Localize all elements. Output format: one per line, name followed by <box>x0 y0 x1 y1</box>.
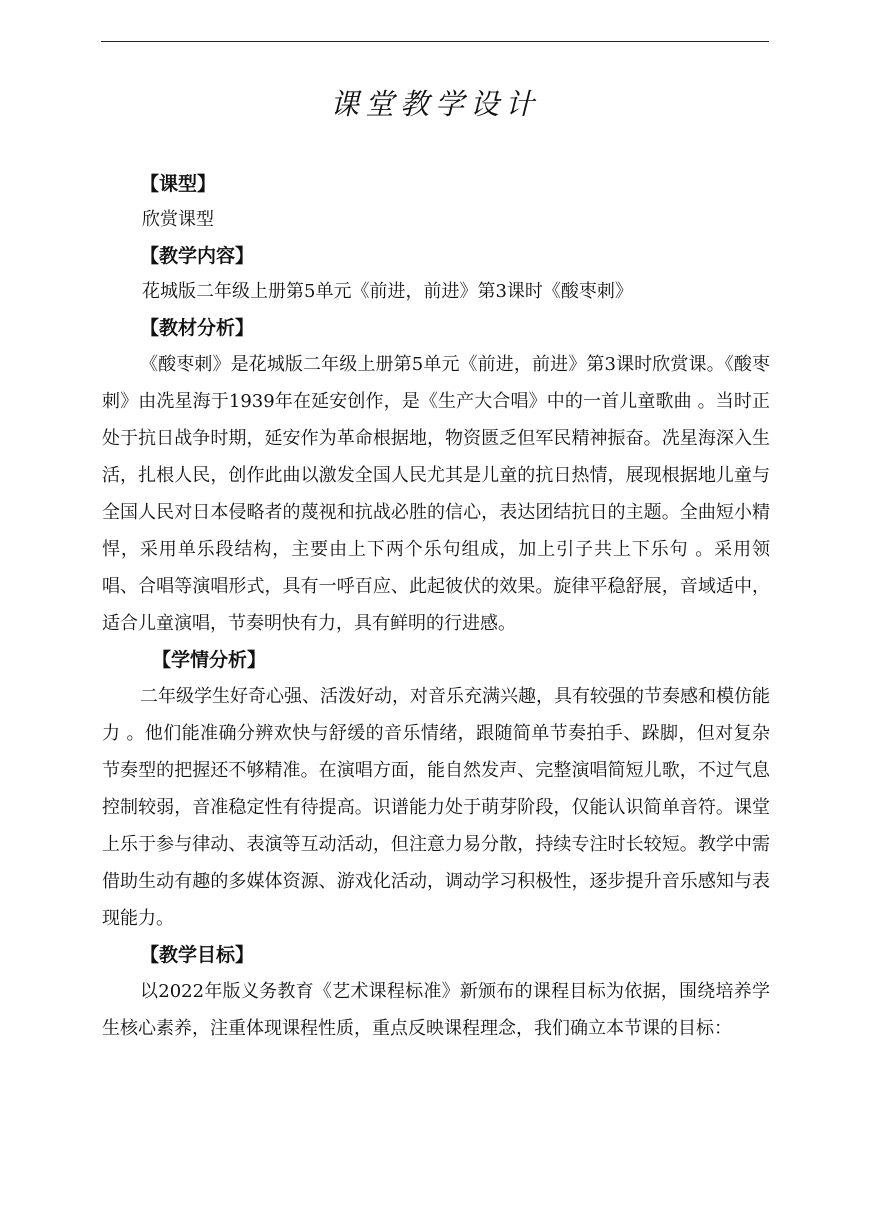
lesson-type-text: 欣赏课型 <box>142 209 214 230</box>
section-heading-student-analysis: 【学情分析】 <box>152 649 267 671</box>
section-heading-lesson-type: 【课型】 <box>140 173 217 195</box>
section-heading-teaching-content: 【教学内容】 <box>140 245 255 267</box>
teaching-content-text: 花城版二年级上册第5单元《前进，前进》第3课时《酸枣刺》 <box>142 281 633 302</box>
section-heading-material-analysis: 【教材分析】 <box>140 317 255 339</box>
material-analysis-paragraph: 《酸枣刺》是花城版二年级上册第5单元《前进，前进》第3课时欣赏课。《酸枣刺》由冼星海于1939年在延安创作，是《生产大合唱》中的一首儿童歌曲 。当时正处于抗日战争时期，延安作为革命根据地，物资匮乏但军民精神振奋。冼星海深入生活，扎根人民，创作此曲以激发全国人民尤其是儿童的抗日热情，展现根据地儿童与全国人民对日本侵略者的蔑视和抗战必胜的信心，表达团结抗日的主题。全曲短小精悍，采用单乐段结构，主要由上下两个乐句组成，加上引子共上下乐句 。采用领唱、合唱等演唱形式，具有一呼百应、此起彼伏的效果。旋律平稳舒展，音域适中，适合儿童演唱，节奏明快有力，具有鲜明的行进感。 <box>102 354 770 634</box>
document-title: 课堂教学设计 <box>329 87 540 121</box>
header-rule <box>101 41 769 42</box>
section-heading-teaching-goals: 【教学目标】 <box>140 944 255 966</box>
document-body <box>102 166 770 1047</box>
student-analysis-paragraph: 二年级学生好奇心强、活泼好动，对音乐充满兴趣，具有较强的节奏感和模仿能力 。他们能准确分辨欢快与舒缓的音乐情绪，跟随简单节奏拍手、跺脚，但对复杂节奏型的把握还不够精准。在演唱方面，能自然发声、完整演唱简短儿歌，不过气息控制较弱，音准稳定性有待提高。识谱能力处于萌芽阶段，仅能认识简单音符。课堂上乐于参与律动、表演等互动活动，但注意力易分散，持续专注时长较短。教学中需借助生动有趣的多媒体资源、游戏化活动，调动学习积极性，逐步提升音乐感知与表现能力。 <box>102 686 770 929</box>
teaching-goals-paragraph: 以2022年版义务教育《艺术课程标准》新颁布的课程目标为依据，围绕培养学生核心素养，注重体现课程性质，重点反映课程理念，我们确立本节课的目标： <box>102 981 770 1039</box>
